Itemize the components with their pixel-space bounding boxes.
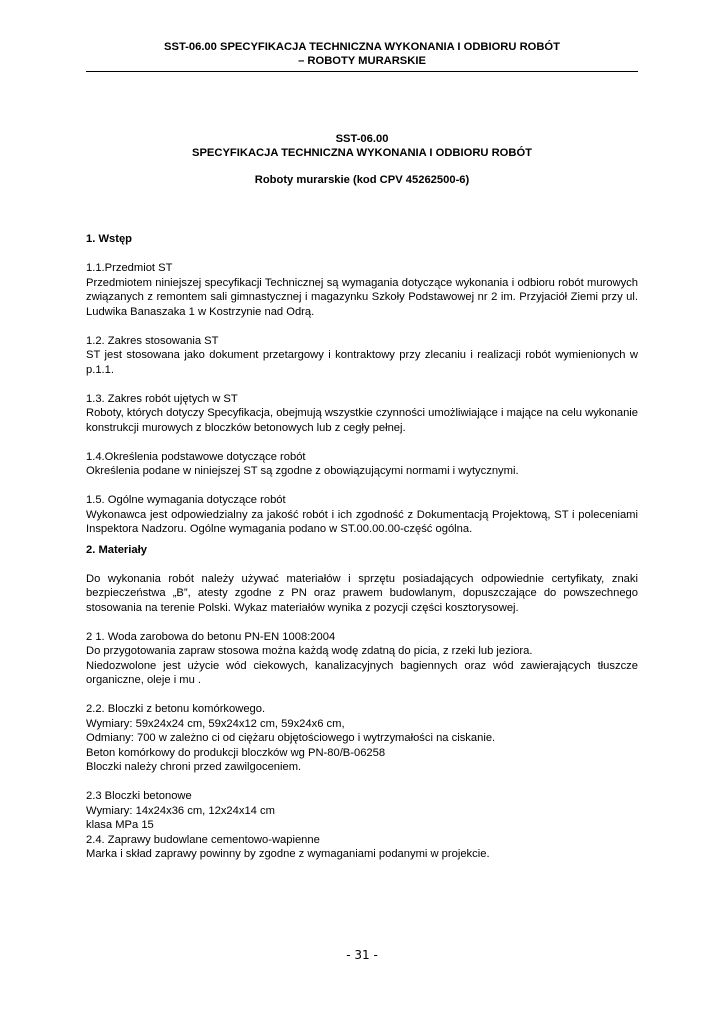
spec-code: SST-06.00	[335, 133, 389, 145]
paragraph-line: klasa MPa 15	[86, 819, 154, 831]
subsection-title: 2.4. Zaprawy budowlane cementowo-wapienne	[86, 833, 320, 846]
paragraph-line: Bloczki należy chroni przed zawilgoceniem.	[86, 761, 302, 773]
paragraph: Przedmiotem niniejszej specyfikacji Technicznej są wymagania dotyczące wykonania i odbioru robót murowych związanych z remontem sali gimnastycznej i magazynku Szkoły Podstawowej nr 2 im. Przyjaciół Ziemi przy ul. Ludwika Banaszaka 1 w Kostrzynie nad Odrą.	[86, 276, 638, 318]
subsection-title: 1.4.Określenia podstawowe dotyczące robót	[86, 450, 306, 463]
paragraph-line: Marka i skład zaprawy powinny by zgodne z wymaganiami podanymi w projekcie.	[86, 848, 490, 860]
subsection-title: 1.3. Zakres robót ujętych w ST	[86, 392, 238, 405]
header-line-2: – ROBOTY MURARSKIE	[298, 54, 426, 67]
section-heading-materials: 2. Materiały	[86, 543, 147, 556]
paragraph-line: Wymiary: 14x24x36 cm, 12x24x14 cm	[86, 804, 275, 817]
spec-subtitle: Roboty murarskie (kod CPV 45262500-6)	[254, 173, 470, 186]
header-line-1: SST-06.00 SPECYFIKACJA TECHNICZNA WYKONANIA I ODBIORU ROBÓT	[164, 41, 560, 53]
document-title	[86, 133, 638, 187]
document-body	[86, 232, 638, 862]
header-divider	[86, 71, 638, 72]
paragraph: Do wykonania robót należy używać materiałów i sprzętu posiadających odpowiednie certyfikaty, znaki bezpieczeństwa „B”, atesty zgodne z PN oraz prawem budowlanym, dopuszczające do powszechnego stosowania na terenie Polski. Wykaz materiałów wynika z pozycji części kosztorysowej.	[86, 572, 638, 614]
spec-name: SPECYFIKACJA TECHNICZNA WYKONANIA I ODBIORU ROBÓT	[192, 146, 532, 159]
paragraph: Wykonawca jest odpowiedzialny za jakość robót i ich zgodność z Dokumentacją Projektową, ST i poleceniami Inspektora Nadzoru. Ogólne wymagania podano w ST.00.00.00-część ogólna.	[86, 508, 638, 535]
paragraph: Określenia podane w niniejszej ST są zgodne z obowiązującymi normami i wytycznymi.	[86, 465, 519, 477]
subsection-title: 2 1. Woda zarobowa do betonu PN-EN 1008:2004	[86, 630, 336, 643]
subsection-title: 1.2. Zakres stosowania ST	[86, 334, 219, 347]
paragraph-line: Wymiary: 59x24x24 cm, 59x24x12 cm, 59x24x6 cm,	[86, 717, 345, 730]
page-number: - 31 -	[346, 948, 378, 962]
subsection-title: 2.2. Bloczki z betonu komórkowego.	[86, 703, 266, 715]
page-header	[86, 41, 638, 68]
paragraph: Niedozwolone jest użycie wód ciekowych, kanalizacyjnych bagiennych oraz wód zawierających tłuszcze organiczne, oleje i mu .	[86, 659, 638, 686]
paragraph-line: Odmiany: 700 w zależno ci od ciężaru objętościowego i wytrzymałości na ciskanie.	[86, 732, 496, 744]
paragraph-line: Beton komórkowy do produkcji bloczków wg PN-80/B-06258	[86, 746, 386, 759]
paragraph: Roboty, których dotyczy Specyfikacja, obejmują wszystkie czynności umożliwiające i mające na celu wykonanie konstrukcji murowych z bloczków betonowych lub z cegły pełnej.	[86, 407, 638, 434]
subsection-title: 1.1.Przedmiot ST	[86, 262, 173, 274]
subsection-title: 2.3 Bloczki betonowe	[86, 790, 192, 802]
paragraph-line: Do przygotowania zapraw stosowa można każdą wodę zdatną do picia, z rzeki lub jeziora.	[86, 645, 533, 657]
section-heading-intro: 1. Wstęp	[86, 233, 133, 245]
paragraph: ST jest stosowana jako dokument przetargowy i kontraktowy przy zlecaniu i realizacji robót wymienionych w p.1.1.	[86, 349, 638, 376]
subsection-title: 1.5. Ogólne wymagania dotyczące robót	[86, 494, 286, 506]
